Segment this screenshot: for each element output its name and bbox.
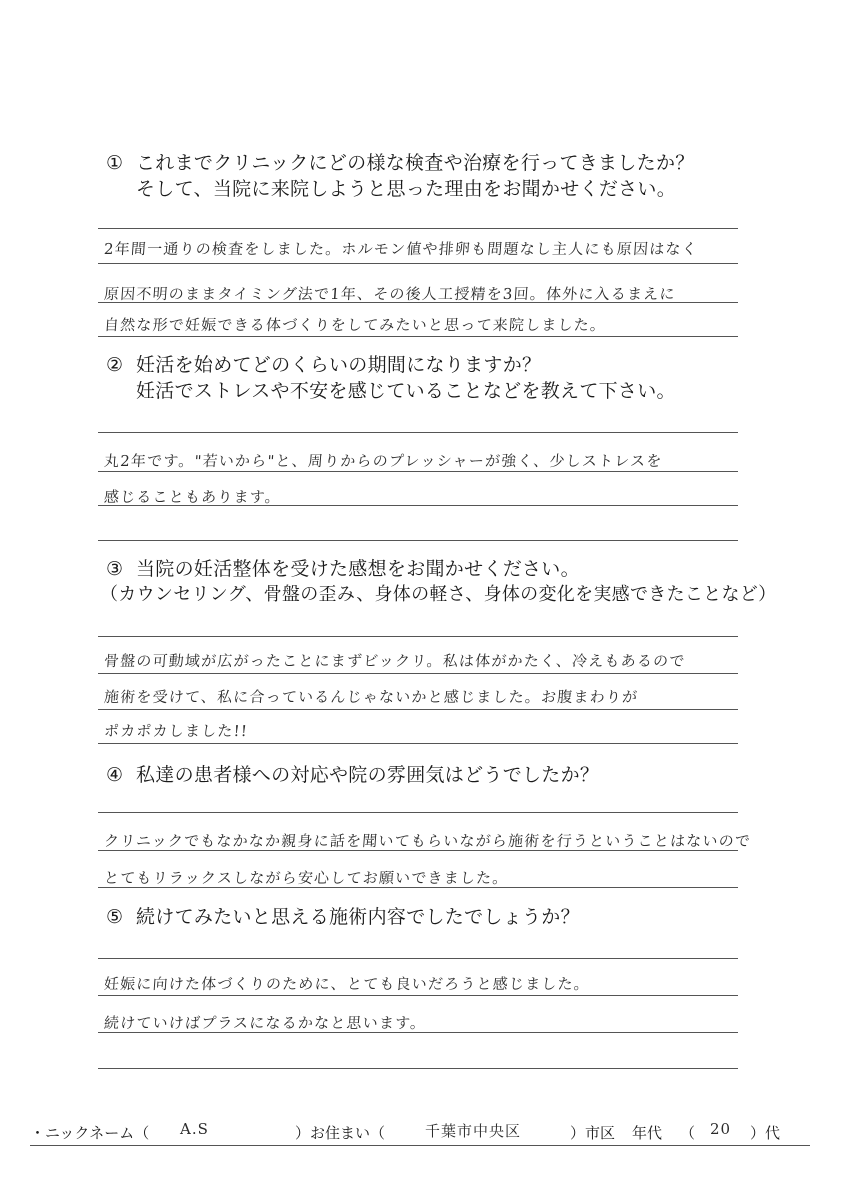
answer-rule	[98, 958, 738, 959]
question-text: 妊活を始めてどのくらいの期間になりますか？	[136, 354, 542, 376]
answer-rule	[98, 1068, 738, 1069]
answer-rule	[98, 850, 738, 851]
answer-rule	[98, 636, 738, 637]
respondent-info	[30, 1120, 820, 1146]
answer-line: 丸2年です。"若いから"と、周りからのプレッシャーが強く、少しストレスを	[103, 452, 664, 470]
answer-line: 施術を受けて、私に合っているんじゃないかと感じました。お腹まわりが	[103, 688, 639, 706]
answer-rule	[98, 995, 738, 996]
answer-line: 感じることもあります。	[103, 488, 282, 506]
answer-line: とてもリラックスしながら安心してお願いできました。	[103, 869, 510, 887]
address-value: 千葉市中央区	[425, 1122, 522, 1140]
answer-rule	[98, 263, 738, 264]
answer-rule	[98, 336, 738, 337]
answer-rule	[98, 673, 738, 674]
answer-line: ポカポカしました!!	[103, 722, 249, 740]
answer-rule	[98, 709, 738, 710]
answer-line: 自然な形で妊娠できる体づくりをしてみたいと思って来院しました。	[103, 316, 607, 334]
question-4	[106, 762, 599, 788]
question-number: ③	[106, 558, 124, 580]
question-text: 私達の患者様への対応や院の雰囲気はどうでしたか？	[136, 764, 600, 786]
answer-rule	[98, 540, 738, 541]
answer-rule	[98, 743, 738, 744]
question-number: ①	[106, 152, 124, 174]
question-text-2: そして、当院に来院しようと思った理由をお聞かせください。	[136, 178, 677, 200]
question-text-2: （カウンセリング、骨盤の歪み、身体の軽さ、身体の変化を実感できたことなど）	[100, 584, 777, 605]
nickname-value: A.S	[180, 1120, 209, 1138]
answer-rule	[98, 812, 738, 813]
answer-rule	[98, 1032, 738, 1033]
question-2	[106, 352, 676, 404]
question-number: ④	[106, 764, 124, 786]
answer-line: 原因不明のままタイミング法で1年、その後人工授精を3回。体外に入るまえに	[103, 285, 677, 303]
age-label: 年代	[632, 1124, 663, 1142]
question-number: ⑤	[106, 906, 124, 928]
answer-rule	[98, 432, 738, 433]
question-1	[106, 150, 695, 202]
question-text: 続けてみたいと思える施術内容でしたでしょうか？	[136, 906, 580, 928]
question-3	[100, 556, 777, 608]
answer-line: 2年間一通りの検査をしました。ホルモン値や排卵も問題なし主人にも原因はなく	[103, 240, 699, 258]
age-open: （	[680, 1124, 696, 1142]
question-text: 当院の妊活整体を受けた感想をお聞かせください。	[136, 558, 580, 580]
answer-rule	[98, 505, 738, 506]
age-value: 20	[710, 1120, 732, 1138]
nickname-label: ・ニックネーム（	[30, 1124, 150, 1142]
question-5	[106, 904, 580, 930]
answer-line: 骨盤の可動域が広がったことにまずビックリ。私は体がかたく、冷えもあるので	[103, 652, 687, 670]
answer-rule	[98, 471, 738, 472]
answer-rule	[98, 228, 738, 229]
answer-line: 続けていけばプラスになるかなと思います。	[103, 1014, 427, 1032]
age-close: ）代	[750, 1124, 781, 1142]
question-number: ②	[106, 354, 124, 376]
answer-rule	[98, 302, 738, 303]
address-label: ）お住まい（	[295, 1124, 386, 1142]
footer-rule	[30, 1145, 810, 1146]
question-text-2: 妊活でストレスや不安を感じていることなどを教えて下さい。	[136, 380, 676, 402]
city-label: ）市区	[570, 1124, 616, 1142]
answer-line: 妊娠に向けた体づくりのために、とても良いだろうと感じました。	[103, 975, 591, 993]
question-text: これまでクリニックにどの様な検査や治療を行ってきましたか？	[136, 152, 695, 174]
answer-rule	[98, 887, 738, 888]
answer-line: クリニックでもなかなか親身に話を聞いてもらいながら施術を行うということはないので	[103, 832, 752, 850]
